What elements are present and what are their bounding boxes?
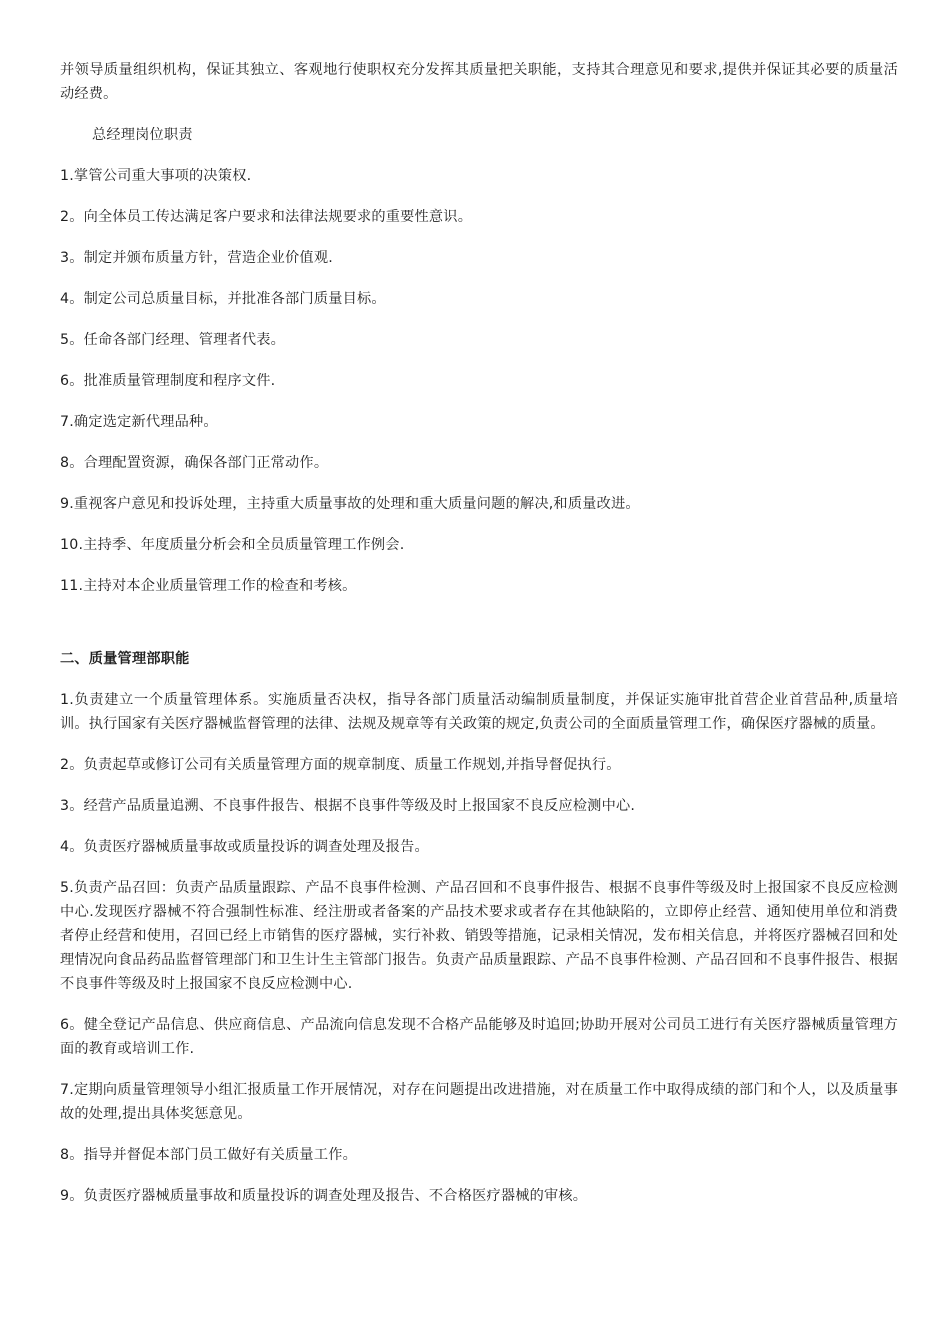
- gm-duty-item: 3。制定并颁布质量方针，营造企业价值观.: [60, 250, 333, 266]
- qm-function-item: 7.定期向质量管理领导小组汇报质量工作开展情况，对存在问题提出改进措施，对在质量工作中取得成绩的部门和个人，以及质量事故的处理,提出具体奖惩意见。: [60, 1082, 898, 1122]
- gm-duty-item: 5。任命各部门经理、管理者代表。: [60, 332, 286, 348]
- qm-function-item: 1.负责建立一个质量管理体系。实施质量否决权，指导各部门质量活动编制质量制度，并保证实施审批首营企业首营品种,质量培训。执行国家有关医疗器械监督管理的法律、法规及规章等有关政策的规定,负责公司的全面质量管理工作，确保医疗器械的质量。: [60, 692, 898, 732]
- gm-duty-item: 11.主持对本企业质量管理工作的检查和考核。: [60, 578, 357, 594]
- qm-function-item: 6。健全登记产品信息、供应商信息、产品流向信息发现不合格产品能够及时追回;协助开展对公司员工进行有关医疗器械质量管理方面的教育或培训工作.: [60, 1017, 898, 1057]
- section-spacer: [60, 615, 898, 647]
- qm-function-item: 2。负责起草或修订公司有关质量管理方面的规章制度、质量工作规划,并指导督促执行。: [60, 757, 621, 773]
- gm-duty-item: 7.确定选定新代理品种。: [60, 414, 218, 430]
- gm-duty-item: 9.重视客户意见和投诉处理，主持重大质量事故的处理和重大质量问题的解决,和质量改进。: [60, 496, 640, 512]
- gm-duty-item: 2。向全体员工传达满足客户要求和法律法规要求的重要性意识。: [60, 209, 473, 225]
- gm-duty-item: 6。批准质量管理制度和程序文件.: [60, 373, 276, 389]
- gm-duty-item: 10.主持季、年度质量分析会和全员质量管理工作例会.: [60, 537, 405, 553]
- qm-functions-list: [60, 688, 898, 1208]
- gm-duty-item: 4。制定公司总质量目标，并批准各部门质量目标。: [60, 291, 386, 307]
- qm-function-item: 8。指导并督促本部门员工做好有关质量工作。: [60, 1147, 357, 1163]
- qm-section-heading: 二、质量管理部职能: [60, 651, 190, 667]
- gm-section-title: 总经理岗位职责: [92, 127, 193, 143]
- gm-duty-item: 1.掌管公司重大事项的决策权.: [60, 168, 252, 184]
- gm-duty-item: 8。合理配置资源，确保各部门正常动作。: [60, 455, 329, 471]
- gm-duties-list: [60, 164, 898, 598]
- intro-paragraph: 并领导质量组织机构，保证其独立、客观地行使职权充分发挥其质量把关职能，支持其合理意见和要求,提供并保证其必要的质量活动经费。: [60, 62, 898, 102]
- qm-function-item: 5.负责产品召回：负责产品质量跟踪、产品不良事件检测、产品召回和不良事件报告、根据不良事件等级及时上报国家不良反应检测中心.发现医疗器械不符合强制性标准、经注册或者备案的产品技术要求或者存在其他缺陷的，立即停止经营、通知使用单位和消费者停止经营和使用，召回已经上市销售的医疗器械，实行补救、销毁等措施，记录相关情况，发布相关信息，并将医疗器械召回和处理情况向食品药品监督管理部门和卫生计生主管部门报告。负责产品质量跟踪、产品不良事件检测、产品召回和不良事件报告、根据不良事件等级及时上报国家不良反应检测中心.: [60, 880, 898, 992]
- document-page: [60, 58, 898, 1225]
- qm-function-item: 4。负责医疗器械质量事故或质量投诉的调查处理及报告。: [60, 839, 429, 855]
- qm-function-item: 9。负责医疗器械质量事故和质量投诉的调查处理及报告、不合格医疗器械的审核。: [60, 1188, 588, 1204]
- qm-function-item: 3。经营产品质量追溯、不良事件报告、根据不良事件等级及时上报国家不良反应检测中心.: [60, 798, 636, 814]
